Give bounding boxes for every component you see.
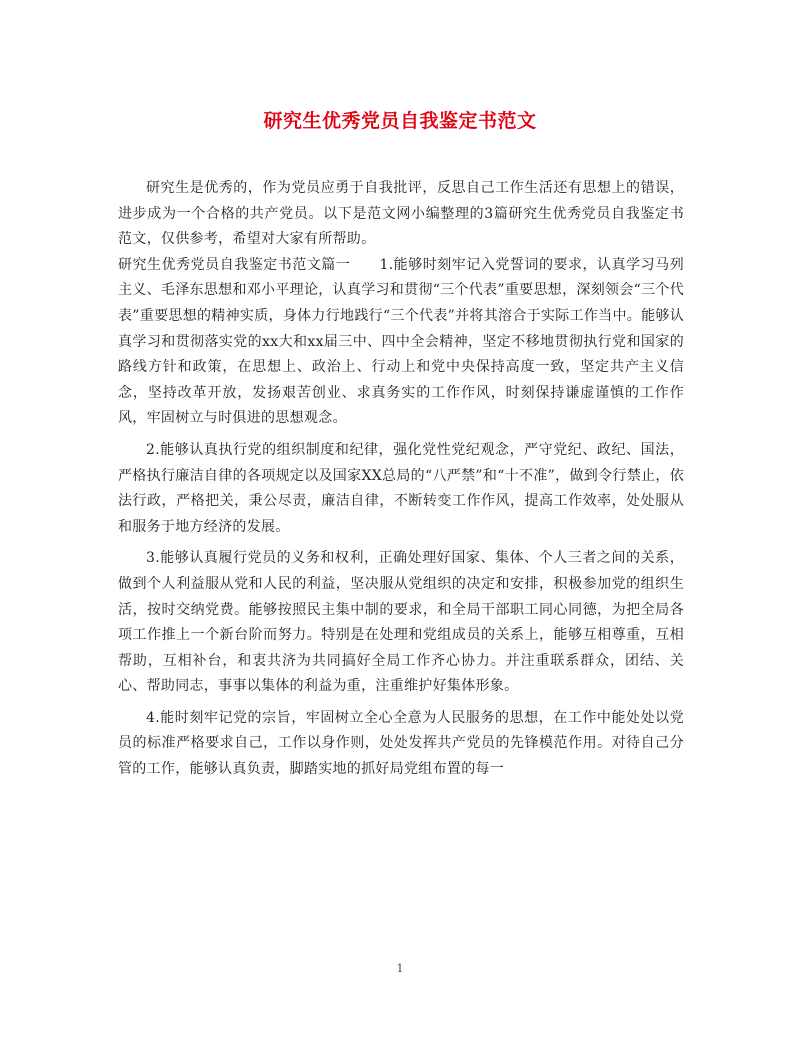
paragraph-intro: 研究生是优秀的，作为党员应勇于自我批评，反思自己工作生活还有思想上的错误，进步成为一个合格的共产党员。以下是范文网小编整理的3篇研究生优秀党员自我鉴定书范文，仅供参考，希望对大家有所帮助。 bbox=[118, 180, 684, 248]
paragraph-point-2: 2.能够认真执行党的组织制度和纪律，强化党性党纪观念，严守党纪、政纪、国法，严格执行廉洁自律的各项规定以及国家XX总局的“八严禁”和“十不准”，做到令行禁止，依法行政，严格把关，秉公尽责，廉洁自律，不断转变工作作风，提高工作效率，处处服从和服务于地方经济的发展。 bbox=[118, 441, 684, 535]
paragraph-point-4: 4.能时刻牢记党的宗旨，牢固树立全心全意为人民服务的思想，在工作中能处处以党员的标准严格要求自己，工作以身作则，处处发挥共产党员的先锋模范作用。对待自己分管的工作，能够认真负责，脚踏实地的抓好局党组布置的每一 bbox=[118, 709, 684, 778]
document-body bbox=[118, 176, 684, 783]
page-number: 1 bbox=[396, 962, 404, 975]
document-title: 研究生优秀党员自我鉴定书范文 bbox=[263, 110, 537, 132]
paragraph-point-3: 3.能够认真履行党员的义务和权利，正确处理好国家、集体、个人三者之间的关系，做到个人利益服从党和人民的利益，坚决服从党组织的决定和安排，积极参加党的组织生活，按时交纳党费。能够按照民主集中制的要求，和全局干部职工同心同德，为把全局各项工作推上一个新台阶而努力。特别是在处理和党组成员的关系上，能够互相尊重，互相帮助，互相补台，和衷共济为共同搞好全局工作齐心协力。并注重联系群众，团结、关心、帮助同志，事事以集体的利益为重，注重维护好集体形象。 bbox=[118, 550, 684, 695]
paragraph-section-one-point-1: 研究生优秀党员自我鉴定书范文篇一 1.能够时刻牢记入党誓词的要求，认真学习马列主义、毛泽东思想和邓小平理论，认真学习和贯彻“三个代表”重要思想，深刻领会“三个代表”重要思想的精神实质，身体力行地践行“三个代表”并将其溶合于实际工作当中。能够认真学习和贯彻落实党的xx大和xx届三中、四中全会精神，坚定不移地贯彻执行党和国家的路线方针和政策，在思想上、政治上、行动上和党中央保持高度一致，坚定共产主义信念，坚持改革开放，发扬艰苦创业、求真务实的工作作风，时刻保持谦虚谨慎的工作作风，牢固树立与时俱进的思想观念。 bbox=[118, 256, 684, 427]
